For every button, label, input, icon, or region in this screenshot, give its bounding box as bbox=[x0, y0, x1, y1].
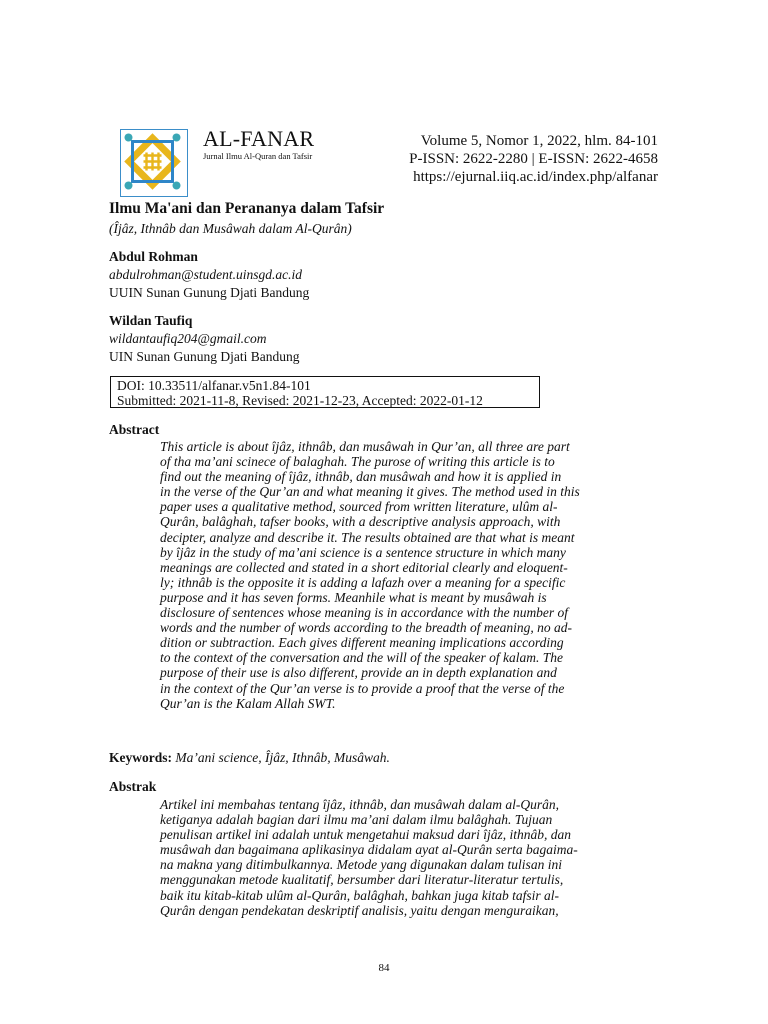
journal-logo bbox=[120, 129, 188, 197]
abstrak-body bbox=[160, 797, 658, 918]
author-email[interactable]: wildantaufiq204@gmail.com bbox=[109, 331, 267, 346]
author-affiliation: UIN Sunan Gunung Djati Bandung bbox=[109, 349, 300, 364]
journal-subtitle: Jurnal Ilmu Al-Quran dan Tafsir bbox=[203, 151, 313, 161]
page-number: 84 bbox=[378, 962, 390, 974]
journal-meta bbox=[409, 132, 658, 186]
abstract-line: of tha ma’ani scinece of balaghah. The purose of writing this article is to bbox=[160, 454, 555, 470]
abstract-line: decipter, analyze and describe it. The results obtained are that what is meant bbox=[160, 529, 575, 545]
article-title: Ilmu Ma'ani dan Perananya dalam Tafsir bbox=[109, 200, 385, 217]
volume-line: Volume 5, Nomor 1, 2022, hlm. 84-101 bbox=[420, 133, 658, 149]
keywords-label: Keywords: bbox=[109, 750, 172, 765]
abstract-heading: Abstract bbox=[109, 422, 160, 437]
abstrak-line: musâwah dan bagaimana aplikasinya didalam ayat al-Qurân serta bagaima- bbox=[160, 842, 578, 858]
submission-dates: Submitted: 2021-11-8, Revised: 2021-12-23, Accepted: 2022-01-12 bbox=[117, 393, 483, 408]
abstract-line: purpose of their use is also different, provide an in depth explanation and bbox=[160, 665, 557, 681]
abstract-line: purpose and it has seven forms. Meanhile what is meant by musâwah is bbox=[160, 589, 547, 605]
author-affiliation: UUIN Sunan Gunung Djati Bandung bbox=[109, 285, 310, 300]
abstrak-heading: Abstrak bbox=[109, 779, 157, 794]
abstract-line: in the verse of the Qur’an and what meaning it gives. The method used in this bbox=[160, 484, 580, 500]
author-name: Abdul Rohman bbox=[109, 249, 198, 264]
keywords-text: Ma’ani science, Îjâz, Ithnâb, Musâwah. bbox=[175, 750, 390, 765]
abstrak-line: Qurân dengan pendekatan deskriptif analisis, yaitu dengan menguraikan, bbox=[160, 902, 559, 918]
keywords-line bbox=[109, 750, 390, 766]
abstrak-line: penulisan artikel ini adalah untuk mengetahui maksud dari îjâz, ithnâb, dan bbox=[160, 827, 571, 843]
abstract-line: in the context of the Qur’an verse is to provide a proof that the verse of the bbox=[160, 680, 565, 696]
abstract-line: find out the meaning of îjâz, ithnâb, dan musâwah and how it is applied in bbox=[160, 469, 562, 485]
abstract-line: disclosure of sentences whose meaning is in accordance with the number of bbox=[160, 605, 569, 621]
abstract-line: paper uses a qualitative method, sourced from written literature, ulûm al- bbox=[160, 499, 558, 515]
abstract-line: dition or subtraction. Each gives different meaning implications according bbox=[160, 635, 564, 651]
abstrak-line: Artikel ini membahas tentang îjâz, ithnâb, dan musâwah dalam al-Qurân, bbox=[160, 797, 559, 812]
journal-url[interactable]: https://ejurnal.iiq.ac.id/index.php/alfanar bbox=[413, 169, 658, 185]
article-subtitle: (Îjâz, Ithnâb dan Musâwah dalam Al-Qurân) bbox=[109, 221, 352, 236]
abstrak-line: baik itu kitab-kitab ulûm al-Qurân, balâghah, bahkan juga kitab tafsir al- bbox=[160, 887, 559, 903]
issn-line: P-ISSN: 2622-2280 | E-ISSN: 2622-4658 bbox=[409, 151, 658, 167]
abstract-line: to the context of the conversation and the will of the speaker of kalam. The bbox=[160, 650, 564, 666]
doi-box bbox=[110, 376, 540, 408]
author-block bbox=[109, 312, 299, 366]
abstract-line: ly; ithnâb is the opposite it is adding a lafazh over a meaning for a specific bbox=[160, 574, 566, 590]
abstract-line: This article is about îjâz, ithnâb, dan musâwah in Qur’an, all three are part bbox=[160, 439, 570, 454]
abstract-line: words and the number of words according to the breadth of meaning, no ad- bbox=[160, 620, 572, 636]
author-email[interactable]: abdulrohman@student.uinsgd.ac.id bbox=[109, 267, 303, 282]
abstrak-line: na makna yang ditimbulkannya. Metode yang digunakan dalam tulisan ini bbox=[160, 857, 562, 873]
abstrak-line: ketiganya adalah bagian dari ilmu ma’ani dalam ilmu balâghah. Tujuan bbox=[160, 812, 553, 828]
journal-logo-emblem bbox=[121, 130, 184, 193]
author-block bbox=[109, 248, 309, 302]
author-name: Wildan Taufiq bbox=[109, 313, 193, 328]
doi-text[interactable]: DOI: 10.33511/alfanar.v5n1.84-101 bbox=[117, 378, 311, 393]
abstract-line: by îjâz in the study of ma’ani science is a sentence structure in which many bbox=[160, 544, 566, 560]
abstract-line: Qur’an is the Kalam Allah SWT. bbox=[160, 695, 336, 711]
abstract-body bbox=[160, 439, 658, 711]
journal-name: AL-FANAR bbox=[203, 126, 315, 151]
abstract-line: Qurân, balâghah, tafser books, with a descriptive analysis approach, with bbox=[160, 514, 561, 530]
abstrak-line: menggunakan metode kualitatif, bersumber dari literatur-literatur tertulis, bbox=[160, 872, 564, 888]
abstract-line: meanings are collected and stated in a short editorial clearly and eloquent- bbox=[160, 559, 568, 575]
